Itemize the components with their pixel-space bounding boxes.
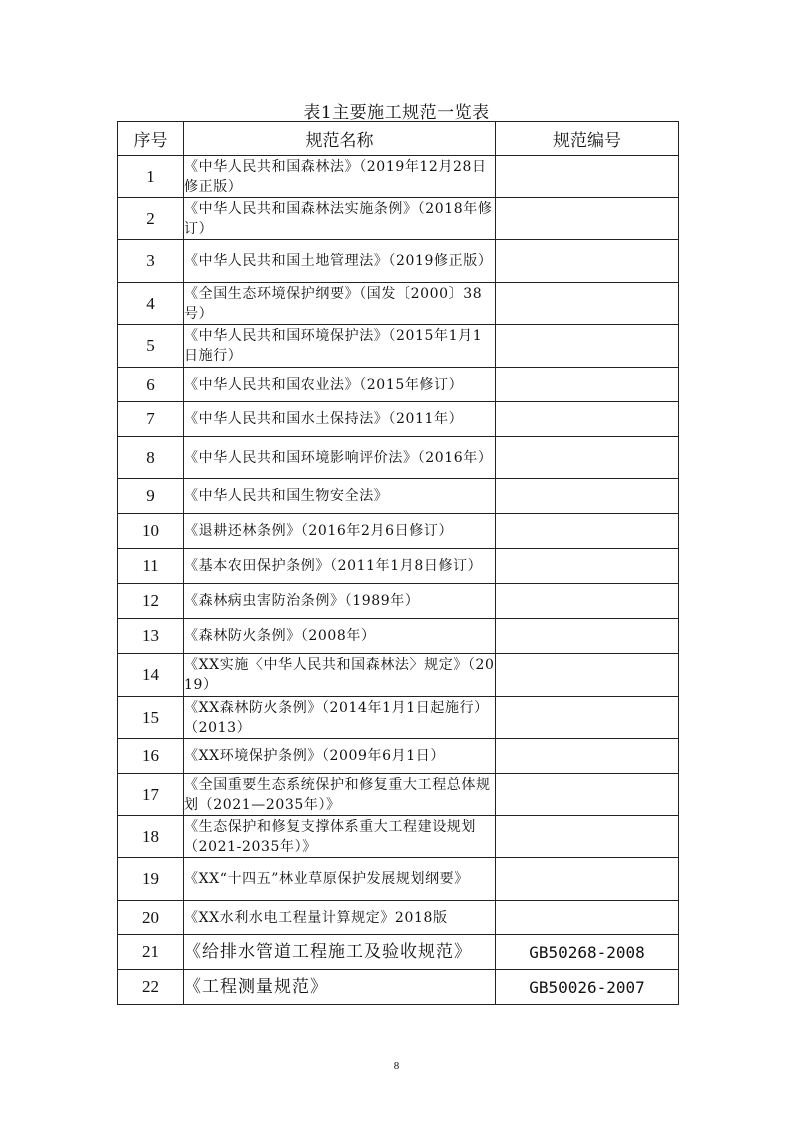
row-code <box>496 858 679 901</box>
row-index: 17 <box>118 774 184 816</box>
table-row <box>118 549 679 584</box>
table-row <box>118 368 679 402</box>
row-index: 16 <box>118 739 184 774</box>
table-row <box>118 774 679 816</box>
table-row <box>118 935 679 970</box>
row-code <box>496 240 679 283</box>
row-name: 《全国生态环境保护纲要》（国发〔2000〕38号） <box>184 283 496 325</box>
row-name: 《森林防火条例》（2008年） <box>184 619 496 654</box>
row-index: 19 <box>118 858 184 901</box>
spec-table <box>117 121 679 1005</box>
row-code <box>496 156 679 198</box>
row-code <box>496 325 679 368</box>
table-row <box>118 619 679 654</box>
table-row <box>118 584 679 619</box>
row-code <box>496 283 679 325</box>
table-row <box>118 970 679 1005</box>
header-row <box>118 122 679 156</box>
row-index: 15 <box>118 697 184 739</box>
row-code <box>496 514 679 549</box>
table-row <box>118 816 679 858</box>
row-name: 《中华人民共和国环境保护法》（2015年1月1日施行） <box>184 325 496 368</box>
table-row <box>118 437 679 479</box>
row-code <box>496 584 679 619</box>
row-name: 《XX实施〈中华人民共和国森林法〉规定》（2019） <box>184 654 496 697</box>
row-name: 《基本农田保护条例》（2011年1月8日修订） <box>184 549 496 584</box>
row-index: 10 <box>118 514 184 549</box>
row-code <box>496 198 679 240</box>
row-index: 1 <box>118 156 184 198</box>
row-name: 《森林病虫害防治条例》（1989年） <box>184 584 496 619</box>
table-row <box>118 283 679 325</box>
table-row <box>118 325 679 368</box>
row-name: 《中华人民共和国水土保持法》（2011年） <box>184 402 496 437</box>
row-index: 20 <box>118 901 184 935</box>
row-name: 《中华人民共和国环境影响评价法》（2016年） <box>184 437 496 479</box>
row-index: 14 <box>118 654 184 697</box>
row-index: 2 <box>118 198 184 240</box>
row-code <box>496 437 679 479</box>
row-code: GB50268-2008 <box>496 935 679 970</box>
row-name: 《中华人民共和国生物安全法》 <box>184 479 496 514</box>
table-row <box>118 479 679 514</box>
row-code <box>496 739 679 774</box>
header-name: 规范名称 <box>184 122 496 156</box>
row-code <box>496 816 679 858</box>
row-code <box>496 901 679 935</box>
row-code <box>496 479 679 514</box>
table-row <box>118 156 679 198</box>
row-index: 7 <box>118 402 184 437</box>
header-index: 序号 <box>118 122 184 156</box>
row-index: 4 <box>118 283 184 325</box>
row-name: 《XX“十四五”林业草原保护发展规划纲要》 <box>184 858 496 901</box>
row-code <box>496 654 679 697</box>
row-index: 9 <box>118 479 184 514</box>
row-name: 《XX水利水电工程量计算规定》2018版 <box>184 901 496 935</box>
table-row <box>118 697 679 739</box>
row-name: 《XX森林防火条例》（2014年1月1日起施行）（2013） <box>184 697 496 739</box>
row-index: 22 <box>118 970 184 1005</box>
row-name: 《工程测量规范》 <box>184 970 496 1005</box>
row-code <box>496 368 679 402</box>
row-index: 12 <box>118 584 184 619</box>
table-row <box>118 514 679 549</box>
row-code: GB50026-2007 <box>496 970 679 1005</box>
row-name: 《中华人民共和国森林法》（2019年12月28日修正版） <box>184 156 496 198</box>
table-row <box>118 858 679 901</box>
row-name: 《退耕还林条例》（2016年2月6日修订） <box>184 514 496 549</box>
row-index: 8 <box>118 437 184 479</box>
row-code <box>496 619 679 654</box>
table-row <box>118 901 679 935</box>
row-code <box>496 774 679 816</box>
row-name: 《XX环境保护条例》（2009年6月1日） <box>184 739 496 774</box>
row-index: 6 <box>118 368 184 402</box>
table-row <box>118 198 679 240</box>
row-code <box>496 697 679 739</box>
row-index: 18 <box>118 816 184 858</box>
row-name: 《给排水管道工程施工及验收规范》 <box>184 935 496 970</box>
table-row <box>118 654 679 697</box>
header-code: 规范编号 <box>496 122 679 156</box>
page-number: 8 <box>393 1060 400 1072</box>
row-code <box>496 549 679 584</box>
row-name: 《中华人民共和国土地管理法》（2019修正版） <box>184 240 496 283</box>
table-row <box>118 739 679 774</box>
row-index: 11 <box>118 549 184 584</box>
row-index: 13 <box>118 619 184 654</box>
table-row <box>118 402 679 437</box>
row-index: 21 <box>118 935 184 970</box>
row-name: 《中华人民共和国森林法实施条例》（2018年修订） <box>184 198 496 240</box>
row-code <box>496 402 679 437</box>
row-name: 《中华人民共和国农业法》（2015年修订） <box>184 368 496 402</box>
row-name: 《全国重要生态系统保护和修复重大工程总体规划（2021—2035年）》 <box>184 774 496 816</box>
table-title: 表1主要施工规范一览表 <box>303 103 490 123</box>
table-row <box>118 240 679 283</box>
row-name: 《生态保护和修复支撑体系重大工程建设规划（2021-2035年）》 <box>184 816 496 858</box>
row-index: 5 <box>118 325 184 368</box>
row-index: 3 <box>118 240 184 283</box>
